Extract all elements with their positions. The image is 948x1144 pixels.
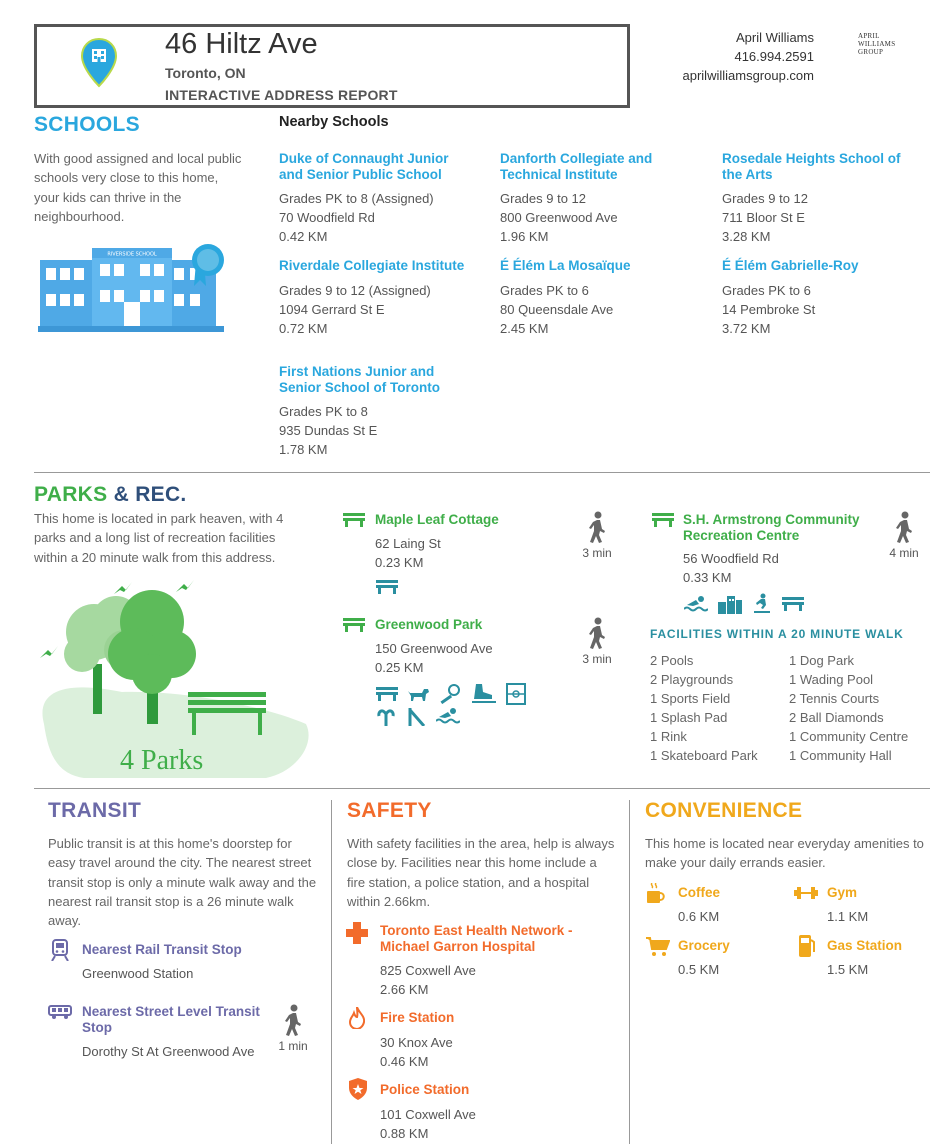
school-distance: 3.72 KM	[722, 320, 771, 336]
parks-intro: This home is located in park heaven, with 4 parks and a long list of recreation facilities within a 20 minute walk from this address.	[34, 511, 284, 565]
report-subtitle: INTERACTIVE ADDRESS REPORT	[165, 87, 398, 103]
divider	[34, 788, 930, 789]
sports-field-icon	[506, 683, 526, 705]
column-divider	[629, 800, 630, 1144]
bench-icon	[343, 513, 365, 527]
grocery-cart-icon	[646, 937, 670, 957]
rail-stop-label[interactable]: Nearest Rail Transit Stop	[82, 942, 242, 957]
walk-time: 3 min	[577, 617, 617, 666]
facility-item: 2 Pools	[650, 653, 694, 668]
school-address: 800 Greenwood Ave	[500, 210, 618, 225]
city-label: Toronto, ON	[165, 65, 246, 81]
school-address: 935 Dundas St E	[279, 423, 378, 438]
safety-item[interactable]	[380, 1082, 600, 1143]
coffee-cup-icon	[646, 883, 666, 905]
agent-contact	[683, 28, 815, 85]
school-item[interactable]	[722, 151, 918, 246]
schools-title: SCHOOLS	[34, 113, 140, 136]
school-item[interactable]	[722, 258, 918, 338]
safety-intro: With safety facilities in the area, help is always close by. Facilities near this home include a fire station, a police station, and a hospital within 2.66km.	[347, 836, 615, 909]
school-address: 14 Pembroke St	[722, 301, 816, 317]
convenience-distance: 1.5 KM	[827, 961, 869, 977]
convenience-item[interactable]	[827, 885, 948, 926]
walk-time: 1 min	[273, 1004, 313, 1053]
walk-time: 3 min	[577, 511, 617, 560]
skateboard-icon	[752, 593, 772, 615]
park-distance: 0.23 KM	[375, 554, 424, 570]
address-title: 46 Hiltz Ave	[165, 28, 318, 60]
school-distance: 1.78 KM	[279, 442, 328, 457]
splash-pad-icon	[376, 706, 396, 726]
school-distance: 0.72 KM	[279, 320, 328, 336]
school-name[interactable]: Rosedale Heights School of the Arts	[722, 151, 901, 182]
facility-item: 1 Skateboard Park	[650, 748, 758, 763]
park-item[interactable]	[683, 512, 883, 587]
convenience-name[interactable]: Gas Station	[827, 938, 903, 953]
ice-skate-icon	[472, 684, 496, 704]
walking-person-icon	[284, 1004, 302, 1036]
park-distance: 0.25 KM	[375, 659, 424, 675]
swimming-icon	[684, 595, 708, 613]
facility-item: 1 Sports Field	[650, 691, 731, 706]
school-name[interactable]: É Élém La Mosaïque	[500, 258, 631, 273]
convenience-distance: 0.5 KM	[678, 961, 720, 977]
park-name[interactable]: Maple Leaf Cottage	[375, 512, 499, 527]
convenience-name[interactable]: Coffee	[678, 885, 721, 900]
bench-icon	[652, 513, 674, 527]
convenience-name[interactable]: Grocery	[678, 938, 730, 953]
walking-person-icon	[588, 617, 606, 649]
school-distance: 2.45 KM	[500, 320, 549, 336]
facility-item: 1 Community Hall	[789, 748, 892, 763]
agent-logo: APRIL WILLIAMS GROUP	[858, 32, 896, 56]
bench-icon	[343, 618, 365, 632]
school-address: 711 Bloor St E	[722, 210, 805, 225]
convenience-distance: 1.1 KM	[827, 908, 869, 924]
facility-item: 1 Wading Pool	[789, 672, 874, 687]
park-address: 56 Woodfield Rd	[683, 551, 779, 566]
school-distance: 0.42 KM	[279, 229, 328, 244]
hospital-cross-icon	[346, 922, 368, 944]
gas-pump-icon	[798, 934, 816, 958]
facility-item: 1 Community Centre	[789, 729, 909, 744]
school-distance: 3.28 KM	[722, 229, 771, 244]
school-item[interactable]	[500, 151, 696, 246]
parks-count: 4 Parks	[120, 745, 204, 776]
facilities-list-left	[650, 651, 758, 765]
school-distance: 1.96 KM	[500, 229, 549, 244]
bench-icon	[782, 597, 804, 611]
fire-icon	[349, 1007, 365, 1029]
convenience-intro: This home is located near everyday amenities to make your daily errands easier.	[645, 836, 924, 871]
transit-title: TRANSIT	[48, 799, 142, 822]
bench-icon	[376, 580, 398, 594]
parks-title: PARKS & REC.	[34, 483, 187, 506]
safety-item[interactable]	[380, 923, 620, 999]
street-stop-value: Dorothy St At Greenwood Ave	[82, 1044, 255, 1059]
street-transit-stop[interactable]	[82, 1004, 282, 1061]
svg-text:RIVERSIDE SCHOOL: RIVERSIDE SCHOOL	[107, 251, 157, 258]
school-item[interactable]	[500, 258, 696, 338]
park-item[interactable]	[375, 512, 575, 572]
facility-item: 1 Splash Pad	[650, 710, 728, 725]
safety-title: SAFETY	[347, 799, 432, 822]
park-item[interactable]	[375, 617, 575, 677]
school-name[interactable]: Duke of Connaught Junior and Senior Public School	[279, 151, 449, 182]
school-name[interactable]: Danforth Collegiate and Technical Institute	[500, 151, 653, 182]
nearby-schools-heading: Nearby Schools	[279, 114, 389, 130]
facility-item: 1 Rink	[650, 729, 687, 744]
column-divider	[331, 800, 332, 1144]
safety-name[interactable]: Police Station	[380, 1082, 470, 1097]
walk-time: 4 min	[884, 511, 924, 560]
park-distance: 0.33 KM	[683, 570, 732, 585]
schools-intro: With good assigned and local public schools very close to this home, your kids can thrive in the neighbourhood.	[34, 151, 242, 224]
facility-item: 2 Tennis Courts	[789, 691, 880, 706]
baseball-icon	[440, 684, 462, 704]
school-address: 1094 Gerrard St E	[279, 301, 385, 317]
safety-distance: 2.66 KM	[380, 982, 429, 997]
convenience-distance: 0.6 KM	[678, 908, 720, 924]
school-grades: Grades 9 to 12	[722, 191, 808, 206]
agent-website[interactable]: aprilwilliamsgroup.com	[682, 68, 814, 83]
school-item[interactable]	[279, 151, 475, 246]
school-grades: Grades PK to 6	[722, 282, 811, 298]
walking-person-icon	[588, 511, 606, 543]
park-name[interactable]: S.H. Armstrong Community Recreation Centre	[683, 512, 860, 543]
school-grades: Grades PK to 6	[500, 282, 589, 298]
convenience-name[interactable]: Gym	[827, 885, 858, 900]
facility-item: 2 Playgrounds	[650, 672, 734, 687]
school-name[interactable]: First Nations Junior and Senior School of Toronto	[279, 364, 440, 395]
school-building-illustration	[38, 240, 228, 332]
train-icon	[51, 939, 69, 961]
safety-name[interactable]: Toronto East Health Network - Michael Garron Hospital	[380, 923, 573, 954]
safety-distance: 0.88 KM	[380, 1125, 429, 1141]
safety-name[interactable]: Fire Station	[380, 1010, 455, 1025]
park-facility-icons	[376, 683, 526, 705]
bench-icon	[376, 687, 398, 701]
school-address: 80 Queensdale Ave	[500, 301, 614, 317]
agent-phone[interactable]: 416.994.2591	[734, 49, 814, 64]
safety-address: 101 Coxwell Ave	[380, 1106, 476, 1122]
school-name[interactable]: É Élém Gabrielle-Roy	[722, 258, 859, 273]
bus-icon	[48, 1005, 72, 1019]
facility-item: 1 Dog Park	[789, 653, 855, 668]
facilities-heading: FACILITIES WITHIN A 20 MINUTE WALK	[650, 627, 904, 641]
school-address: 70 Woodfield Rd	[279, 210, 375, 225]
park-address: 150 Greenwood Ave	[375, 640, 493, 656]
convenience-title: CONVENIENCE	[645, 799, 803, 822]
divider	[34, 472, 930, 473]
facility-item: 2 Ball Diamonds	[789, 710, 884, 725]
school-item[interactable]	[279, 258, 475, 338]
home-location-pin-icon	[80, 38, 118, 88]
rail-stop-value: Greenwood Station	[82, 965, 194, 981]
transit-intro: Public transit is at this home's doorstep for easy travel around the city. The nearest street transit stop is only a minute walk away and the nearest rail transit stop is a 26 minute walk away.	[48, 836, 317, 929]
school-grades: Grades 9 to 12 (Assigned)	[279, 282, 431, 298]
park-address: 62 Laing St	[375, 535, 441, 551]
rail-transit-stop[interactable]	[82, 942, 302, 983]
community-building-icon	[718, 594, 742, 614]
facilities-list-right	[789, 651, 908, 765]
school-grades: Grades PK to 8 (Assigned)	[279, 191, 434, 206]
police-badge-icon	[348, 1078, 368, 1100]
park-name[interactable]: Greenwood Park	[375, 617, 483, 632]
walking-person-icon	[895, 511, 913, 543]
school-name[interactable]: Riverdale Collegiate Institute	[279, 258, 465, 273]
agent-name: April Williams	[736, 30, 814, 45]
convenience-item[interactable]	[827, 938, 948, 979]
safety-address: 30 Knox Ave	[380, 1034, 453, 1050]
dog-park-icon	[408, 685, 430, 703]
gym-dumbbell-icon	[794, 886, 818, 900]
safety-distance: 0.46 KM	[380, 1053, 429, 1069]
swimming-icon	[436, 707, 460, 725]
school-grades: Grades 9 to 12	[500, 191, 586, 206]
safety-item[interactable]	[380, 1010, 600, 1071]
park-facility-icons-row2	[376, 706, 460, 726]
playground-slide-icon	[406, 706, 426, 726]
street-stop-label[interactable]: Nearest Street Level Transit Stop	[82, 1004, 260, 1035]
rec-centre-facility-icons	[684, 593, 804, 615]
school-grades: Grades PK to 8	[279, 404, 368, 419]
school-item[interactable]	[279, 364, 475, 459]
safety-address: 825 Coxwell Ave	[380, 963, 476, 978]
